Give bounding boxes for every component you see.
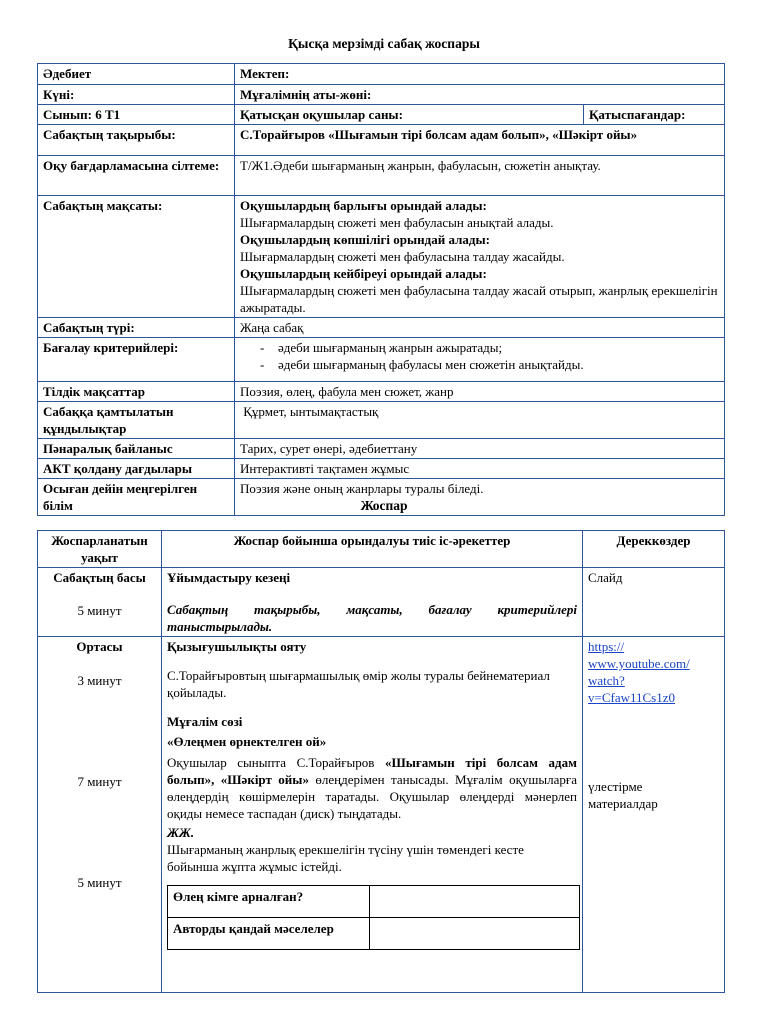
present-cell: Қатысқан оқушылар саны:: [235, 105, 584, 125]
inter-value: Тарих, сурет өнері, әдебиеттану: [235, 439, 725, 459]
values-label: Сабаққа қамтылатын құндылықтар: [38, 402, 235, 439]
type-label: Сабақтың түрі:: [38, 318, 235, 338]
criteria-item: - әдеби шығарманың жанрын ажыратады;: [240, 339, 719, 356]
video-link-line-1: https://: [588, 639, 625, 654]
mid-text-1: С.Торайғыровтың шығармашылық өмір жолы туралы бейнематериал қойылады.: [167, 668, 550, 700]
mid-text-2b: «Шығамын тірі болсам адам болып», «Шәкірт ойы»: [167, 755, 577, 787]
video-link-line-2: www.youtube.com/: [588, 656, 690, 671]
prior-value: Поэзия және оның жанрлары туралы біледі.: [235, 479, 725, 516]
goal-all-heading: Оқушылардың барлығы орындай алады:: [240, 198, 487, 213]
mid-text-2a: Оқушылар сыныпта С.Торайғыров: [167, 755, 385, 770]
teacher-word: Мұғалім сөзі: [167, 714, 243, 729]
subject-cell: Әдебиет: [38, 64, 235, 85]
goal-most-heading: Оқушылардың көпшілігі орындай алады:: [240, 232, 490, 247]
video-link-line-4: v=Cfaw11Cs1z0: [588, 690, 676, 705]
document-title: Қысқа мерзімді сабақ жоспары: [288, 36, 480, 51]
pair-table-a1[interactable]: [370, 886, 580, 918]
header-sources: Дереккөздер: [583, 531, 725, 568]
mid-text-2: [167, 754, 577, 822]
mid-time-2: 7 минут: [77, 774, 122, 789]
goal-some-text: Шығармалардың сюжеті мен фабуласына талдау жасай отырып, жанрлық ерекшелігін ажыратады.: [240, 283, 718, 315]
date-cell: Күні:: [38, 85, 235, 105]
start-title: Ұйымдастыру кезеңі: [167, 570, 291, 585]
absent-cell: Қатыспағандар:: [584, 105, 725, 125]
class-cell: Сынып: 6 Т1: [38, 105, 235, 125]
mid-sources-cell: [583, 637, 725, 993]
start-stage-cell: [38, 568, 162, 637]
poem-title: «Өлеңмен өрнектелген ой»: [167, 734, 327, 749]
mid-time-3: 5 минут: [77, 875, 122, 890]
goals-value: [235, 196, 725, 318]
criteria-label: Бағалау критерийлері:: [38, 338, 235, 382]
start-text: Сабақтың тақырыбы, мақсаты, бағалау критерийлері таныстырылады.: [167, 602, 577, 634]
pair-table-a2[interactable]: [370, 918, 580, 950]
plan-title: Жоспар: [360, 498, 408, 513]
handout-source: үлестірме материалдар: [588, 779, 658, 811]
goal-most-text: Шығармалардың сюжеті мен фабуласына талдау жасайды.: [240, 249, 565, 264]
mid-time-1: 3 минут: [77, 673, 122, 688]
teacher-cell: Мұғалімнің аты-жөні:: [235, 85, 725, 105]
topic-label: Сабақтың тақырыбы:: [38, 125, 235, 156]
lesson-info-table: [37, 63, 725, 516]
mid-stage-cell: [38, 637, 162, 993]
header-actions: Жоспар бойынша орындалуы тиіс іс-әрекеттер: [162, 531, 583, 568]
lang-label: Тілдік мақсаттар: [38, 382, 235, 402]
start-time: 5 минут: [77, 603, 122, 618]
criteria-value: [235, 338, 725, 382]
video-link[interactable]: [588, 639, 690, 705]
mid-title: Қызығушылықты ояту: [167, 639, 307, 654]
values-value: Құрмет, ынтымақтастық: [235, 402, 725, 439]
mid-text-2c: өлеңдерімен танысады. Мұғалім оқушыларға өлеңдердің көшірмелерін таратады. Оқушылар өлеңдерді мәнерлеп оқиды немесе таспадан (диск) тыңдатады.: [167, 772, 577, 821]
lang-value: Поэзия, өлең, фабула мен сюжет, жанр: [235, 382, 725, 402]
inter-label: Пәнаралық байланыс: [38, 439, 235, 459]
ict-value: Интерактивті тақтамен жұмыс: [235, 459, 725, 479]
goals-label: Сабақтың мақсаты:: [38, 196, 235, 318]
start-actions-cell: [162, 568, 583, 637]
ict-label: АКТ қолдану дағдылары: [38, 459, 235, 479]
goal-some-heading: Оқушылардың кейбіреуі орындай алады:: [240, 266, 487, 281]
program-value: Т/Ж1.Әдеби шығарманың жанрын, фабуласын, сюжетін анықтау.: [235, 156, 725, 196]
goal-all-text: Шығармалардың сюжеті мен фабуласын анықтай алады.: [240, 215, 554, 230]
start-stage: Сабақтың басы: [53, 570, 146, 585]
video-link-line-3: watch?: [588, 673, 625, 688]
header-time: Жоспарланатын уақыт: [38, 531, 162, 568]
school-cell: Мектеп:: [235, 64, 725, 85]
mid-stage: Ортасы: [76, 639, 123, 654]
plan-table: [37, 530, 725, 993]
mid-actions-cell: [162, 637, 583, 993]
criteria-item: - әдеби шығарманың фабуласы мен сюжетін анықтайды.: [240, 356, 719, 373]
program-label: Оқу бағдарламасына сілтеме:: [38, 156, 235, 196]
prior-label: Осыған дейін меңгерілген білім: [38, 479, 235, 516]
type-value: Жаңа сабақ: [235, 318, 725, 338]
pair-table-q1: Өлең кімге арналған?: [168, 886, 370, 918]
pair-table-q2: Авторды қандай мәселелер: [168, 918, 370, 950]
start-source: Слайд: [583, 568, 725, 637]
topic-value: С.Торайғыров «Шығамын тірі болсам адам болып», «Шәкірт ойы»: [235, 125, 725, 156]
mid-text-3: Шығарманың жанрлық ерекшелігін түсіну үшін төмендегі кесте бойынша жұпта жұмыс істейді.: [167, 842, 524, 874]
pair-work-table: [167, 885, 580, 950]
pair-work-label: ЖЖ.: [167, 825, 195, 840]
